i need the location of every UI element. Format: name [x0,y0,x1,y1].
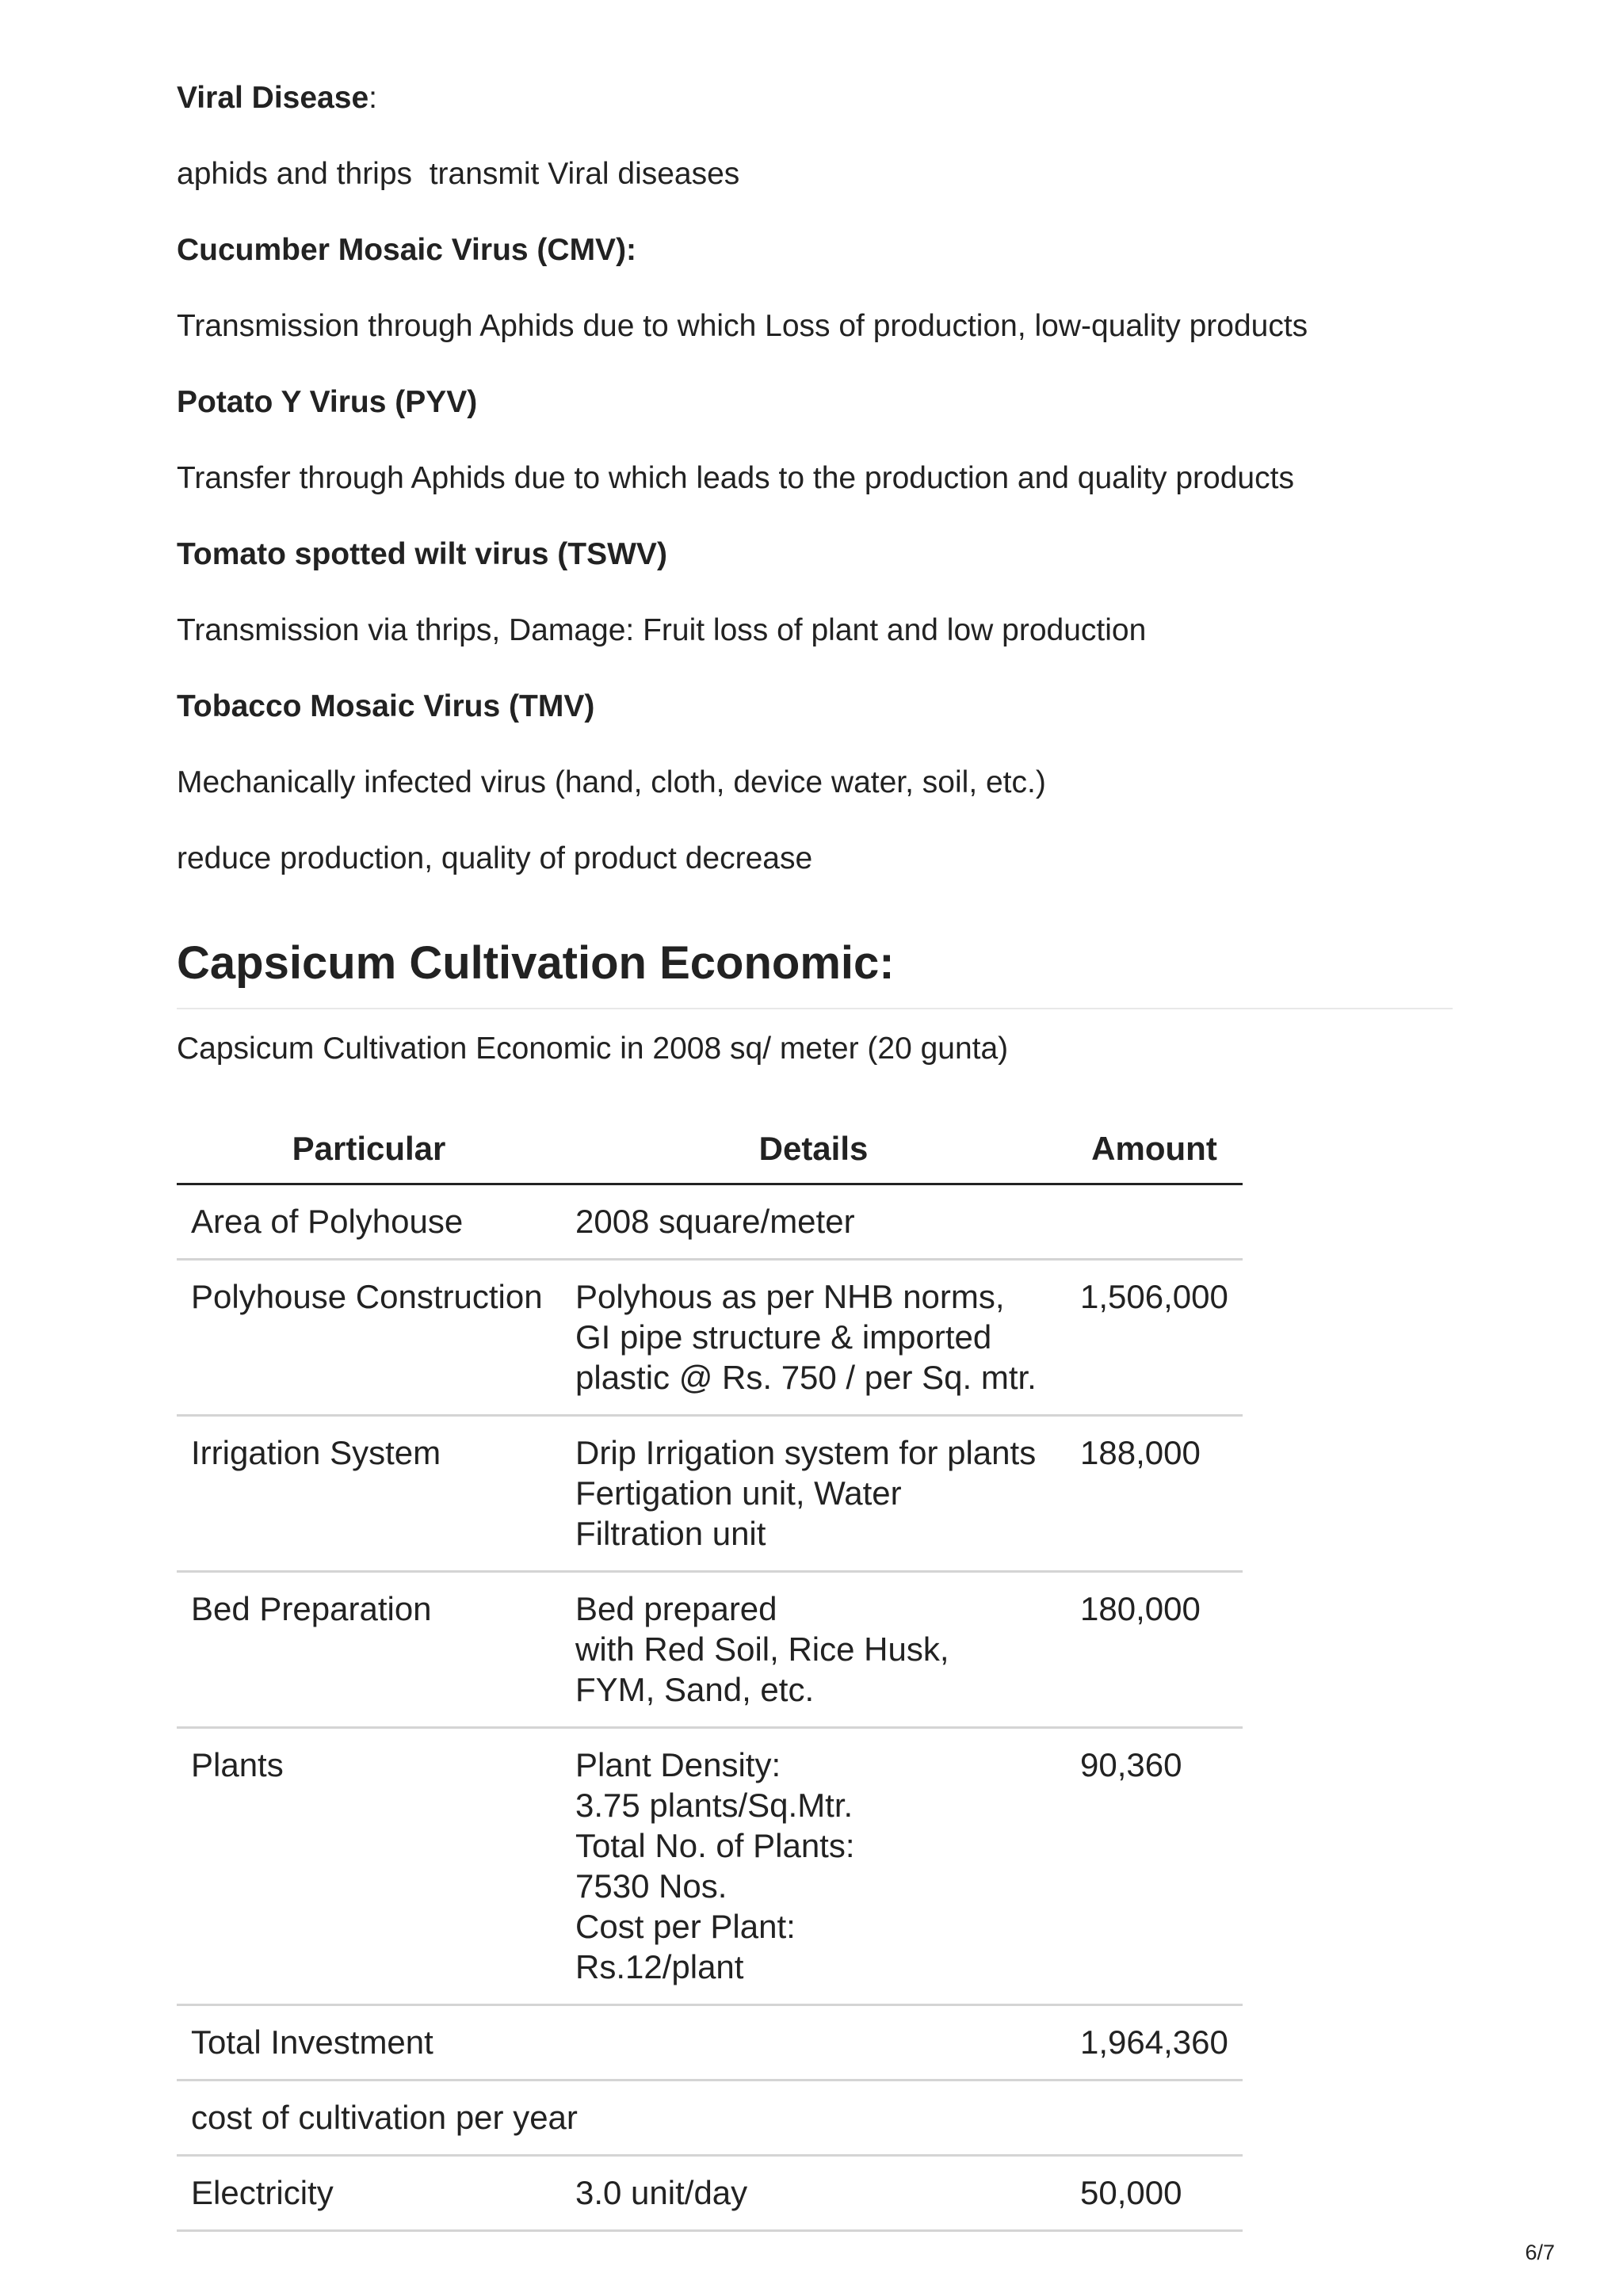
table-row [177,1416,1243,1572]
cell-details [561,1572,1066,1728]
virus-description-tmv: Mechanically infected virus (hand, cloth, device water, soil, etc.) [177,765,1046,799]
cell-amount: 180,000 [1066,1572,1243,1728]
header-particular: Particular [177,1114,561,1184]
details-line: FYM, Sand, etc. [575,1671,815,1708]
viral-disease-title-text: Viral Disease [177,81,369,115]
cell-details [561,1260,1066,1416]
header-details: Details [561,1114,1066,1184]
table-row [177,2005,1243,2081]
cell-amount: 1,964,360 [1066,2005,1243,2081]
cell-details [561,1184,1066,1260]
cell-particular: Polyhouse Construction [177,1260,561,1416]
viral-disease-colon: : [369,81,377,115]
economic-heading: Capsicum Cultivation Economic: [177,933,1453,1009]
details-line: Plant Density: [575,1746,781,1783]
virus-name-tswv: Tomato spotted wilt virus (TSWV) [177,537,667,571]
cell-details [561,2156,1066,2231]
virus-description-pyv: Transfer through Aphids due to which leads to the production and quality products [177,461,1294,495]
table-row [177,1728,1243,2005]
cell-particular: Plants [177,1728,561,2005]
virus-extra-tmv: reduce production, quality of product decrease [177,841,813,875]
virus-name-pyv: Potato Y Virus (PYV) [177,385,478,419]
cell-details [561,1728,1066,2005]
cell-particular: Area of Polyhouse [177,1184,561,1260]
header-amount: Amount [1066,1114,1243,1184]
table-body [177,1184,1243,2231]
details-line: 7530 Nos. [575,1867,727,1905]
details-line: 2008 square/meter [575,1203,855,1240]
details-line: 3.0 unit/day [575,2174,748,2211]
viral-disease-title [177,76,1453,120]
table-header-row [177,1114,1243,1184]
cell-particular: cost of cultivation per year [177,2081,1243,2156]
details-line: plastic @ Rs. 750 / per Sq. mtr. [575,1359,1037,1396]
table-row [177,1260,1243,1416]
details-line: 3.75 plants/Sq.Mtr. [575,1787,854,1824]
table-row [177,2156,1243,2231]
cell-particular: Bed Preparation [177,1572,561,1728]
details-line: Drip Irrigation system for plants [575,1434,1037,1471]
virus-name-cmv: Cucumber Mosaic Virus (CMV): [177,233,637,267]
cell-details [561,2005,1066,2081]
page-number: 6/7 [1525,2241,1555,2264]
details-line: Fertigation unit, Water [575,1474,902,1512]
cell-particular: Total Investment [177,2005,561,2081]
details-line: Rs.12/plant [575,1948,744,1985]
details-line: Total No. of Plants: [575,1827,855,1864]
cell-amount: 50,000 [1066,2156,1243,2231]
cell-particular: Electricity [177,2156,561,2231]
economic-table [177,1114,1243,2232]
details-line: Polyhous as per NHB norms, [575,1278,1005,1315]
details-line: Filtration unit [575,1515,766,1552]
table-row [177,1572,1243,1728]
cell-amount: 188,000 [1066,1416,1243,1572]
table-row [177,1184,1243,1260]
cell-amount [1066,1184,1243,1260]
cell-details [561,1416,1066,1572]
details-line: with Red Soil, Rice Husk, [575,1630,949,1668]
details-line: GI pipe structure & imported [575,1318,992,1356]
virus-description-cmv: Transmission through Aphids due to which Loss of production, low-quality products [177,309,1308,343]
virus-name-tmv: Tobacco Mosaic Virus (TMV) [177,689,595,723]
economic-intro: Capsicum Cultivation Economic in 2008 sq/ meter (20 gunta) [177,1032,1009,1066]
details-line: Cost per Plant: [575,1908,796,1945]
document-page [177,76,1453,2232]
details-line: Bed prepared [575,1590,777,1627]
virus-description-tswv: Transmission via thrips, Damage: Fruit loss of plant and low production [177,613,1147,647]
table-row [177,2081,1243,2156]
cell-particular: Irrigation System [177,1416,561,1572]
viral-disease-intro: aphids and thrips transmit Viral diseases [177,157,740,191]
cell-amount: 90,360 [1066,1728,1243,2005]
cell-amount: 1,506,000 [1066,1260,1243,1416]
